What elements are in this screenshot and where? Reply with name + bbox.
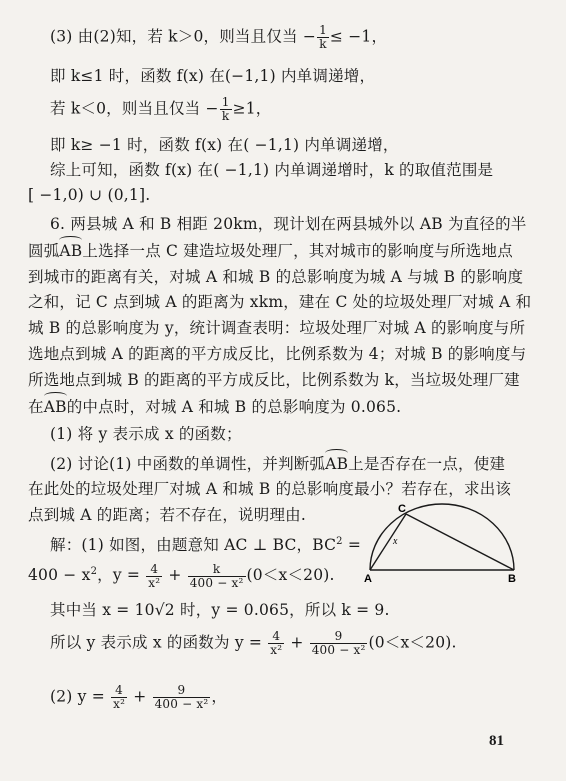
solution-line-1: 解：(1) 如图，由题意知 AC ⊥ BC，$BC^2$ =: [50, 536, 362, 555]
label-b: B: [508, 573, 516, 585]
question-2-line-1: (2) 讨论(1) 中函数的单调性，并判断弧AB上是否存在一点，使建: [50, 455, 506, 473]
problem-6-line-2: 圆弧AB上选择一点 C 建造垃圾处理厂，其对城市的影响度与所选地点: [28, 242, 513, 260]
problem-6-line-7: 所选地点到城 B 的距离的平方成反比，比例系数为 k，当垃圾处理厂建: [28, 371, 520, 389]
segment-ac: [370, 514, 406, 570]
problem-6-line-5: 城 B 的总影响度为 y，统计调查表明：垃圾处理厂对城 A 的影响度与所: [28, 319, 526, 337]
line-5: 综上可知，函数 f(x) 在( −1,1) 内单调递增时，k 的取值范围是: [50, 161, 494, 179]
page-number: 81: [489, 733, 504, 749]
problem-6-line-8: 在AB的中点时，对城 A 和城 B 的总影响度为 0.065.: [28, 398, 402, 416]
line-6: [ −1,0) ∪ (0,1].: [28, 186, 151, 204]
solution-line-5: (2) y = $\frac{4}{\text{x²}}$ + $\frac{9}{\text{400 − x²}}$ ，: [50, 683, 228, 711]
fraction: $\frac{4}{\text{x²}}$: [148, 561, 161, 590]
arc-ab: AB: [43, 398, 67, 416]
label-x: x: [393, 536, 398, 547]
segment-cb: [406, 514, 514, 570]
solution-line-3: 其中当 x = 10√2 时，y = 0.065，所以 k = 9.: [50, 601, 390, 619]
label-a: A: [364, 573, 372, 585]
fraction: $\frac{4}{\text{x²}}$: [113, 683, 126, 711]
fraction: $\frac{k}{\text{400 − x²}}$: [189, 561, 244, 590]
fraction: $\frac{1}{k}$: [319, 23, 327, 51]
arc-ab: AB: [59, 242, 83, 260]
line-2: 即 k≤1 时，函数 f(x) 在(−1,1) 内单调递增，: [50, 67, 376, 85]
fraction: $\frac{9}{\text{400 − x²}}$: [311, 629, 366, 657]
line-3: 若 k＜0，则当且仅当 − $\frac{1}{k}$ ≥1，: [50, 95, 272, 123]
line-1: (3) 由(2)知，若 k＞0，则当且仅当 − $\frac{1}{k}$ ≤ −1，: [50, 23, 388, 51]
line-4: 即 k≥ −1 时，函数 f(x) 在( −1,1) 内单调递增，: [50, 136, 399, 154]
fraction: $\frac{4}{\text{x²}}$: [270, 629, 283, 657]
problem-6-line-1: 6. 两县城 A 和 B 相距 20km，现计划在两县城外以 AB 为直径的半: [50, 215, 527, 233]
solution-line-4: 所以 y 表示成 x 的函数为 y = $\frac{4}{\text{x²}}$ + $\frac{9}{\text{400 − x²}}$ (0＜x＜20).: [50, 629, 457, 657]
fraction: $\frac{1}{k}$: [221, 95, 230, 123]
problem-6-line-6: 选地点到城 A 的距离的平方成反比，比例系数为 4；对城 B 的影响度与: [28, 345, 527, 363]
question-2-line-2: 在此处的垃圾处理厂对城 A 和城 B 的总影响度最小？若存在，求出该: [28, 480, 512, 498]
arc-ab: AB: [325, 455, 349, 473]
question-1: (1) 将 y 表示成 x 的函数；: [50, 425, 242, 443]
label-c: C: [398, 503, 406, 515]
problem-6-line-3: 到城市的距离有关，对城 A 和城 B 的总影响度为城 A 与城 B 的影响度: [28, 268, 524, 286]
semicircle-figure: [362, 502, 522, 587]
problem-6-line-4: 之和，记 C 点到城 A 的距离为 xkm，建在 C 处的垃圾处理厂对城 A 和: [28, 293, 532, 311]
solution-line-2: $400 - x^2$，y = $\frac{4}{\text{x²}}$ + $\frac{k}{\text{400 − x²}}$ (0＜x＜20).: [28, 561, 335, 590]
fraction: $\frac{9}{\text{400 − x²}}$: [154, 683, 209, 711]
question-2-line-3: 点到城 A 的距离；若不存在，说明理由.: [28, 506, 306, 524]
